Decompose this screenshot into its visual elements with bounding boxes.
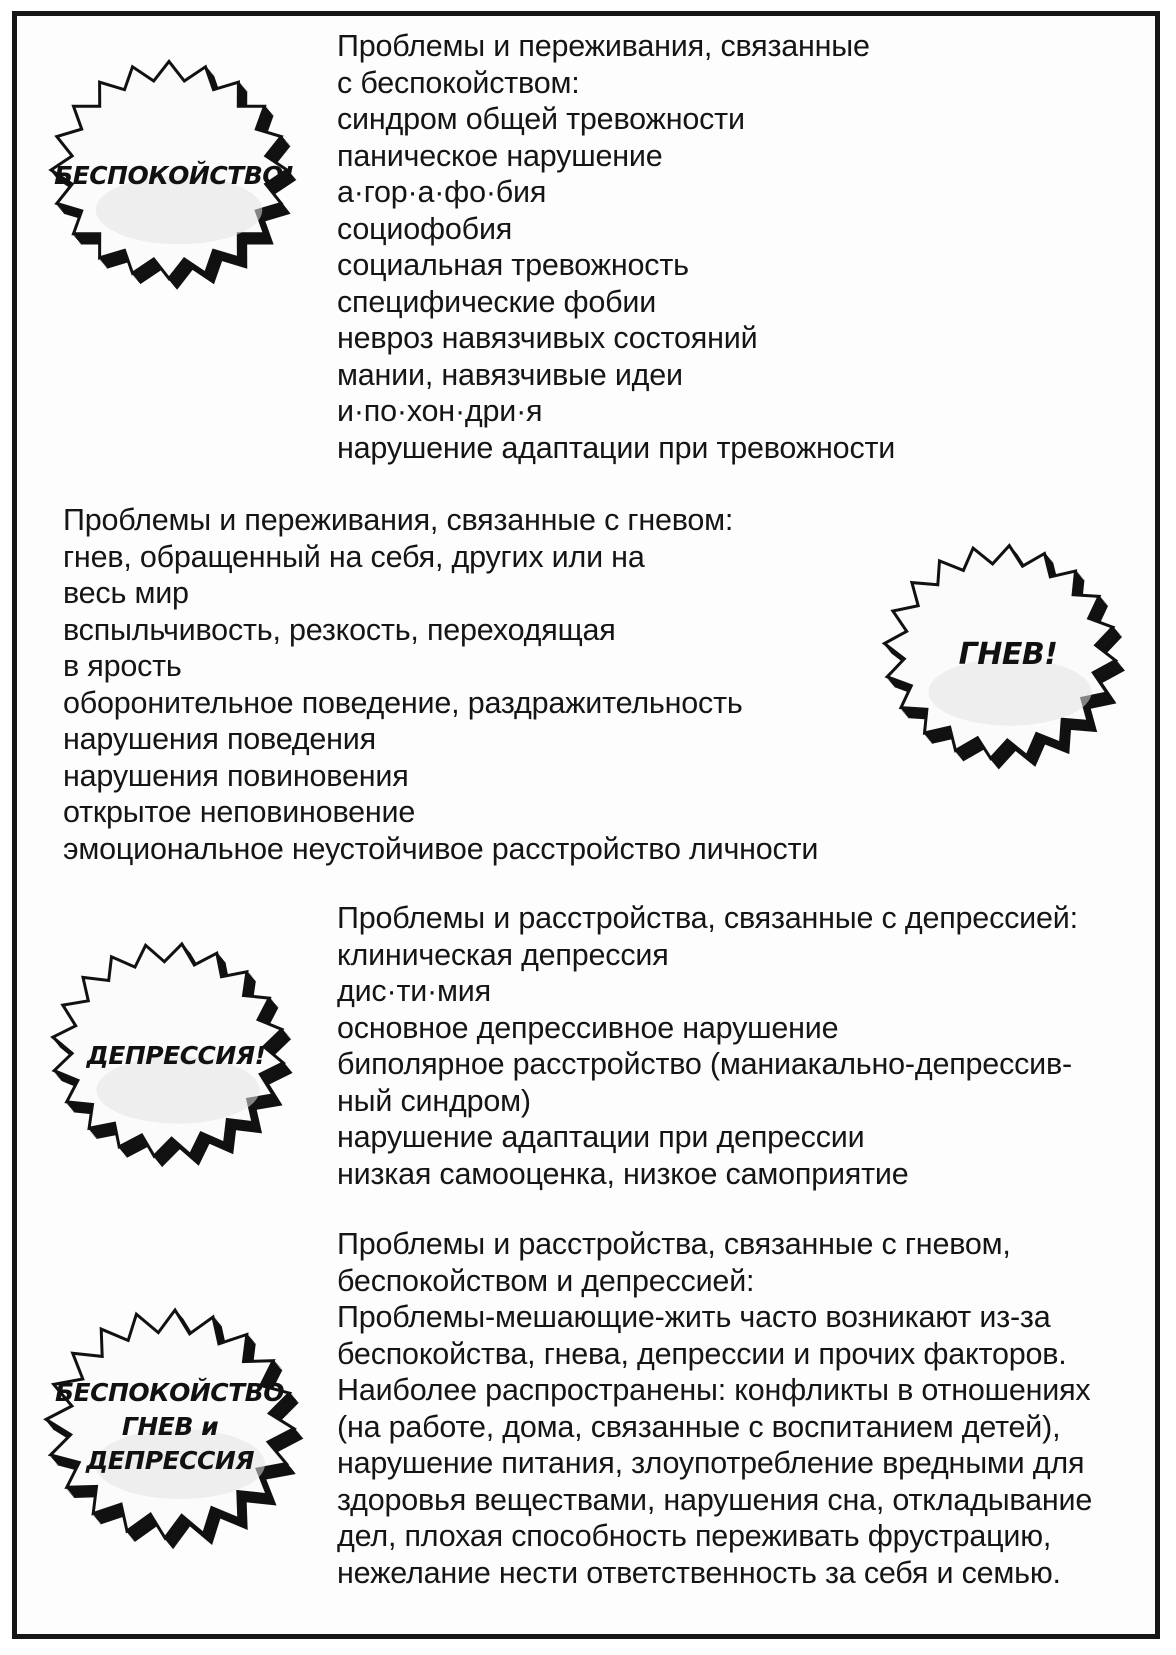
depression-burst-icon: [24, 920, 314, 1182]
burst-label-line: БЕСПОКОЙСТВО!: [54, 161, 294, 190]
list-line: оборонительное поведение, раздражительность: [63, 685, 743, 720]
burst-label-line: ДЕПРЕССИЯ!: [86, 1041, 266, 1070]
burst-graphic: [22, 42, 317, 302]
list-line: Проблемы-мешающие-жить часто возникают из-за: [337, 1300, 1051, 1334]
burst-label-line: ГНЕВ и: [121, 1412, 219, 1441]
depression-list: [337, 900, 1078, 1192]
list-line: биполярное расстройство (маниакально-депрессив-: [337, 1047, 1072, 1081]
anger-burst-icon: [858, 522, 1148, 784]
list-line: нарушения поведения: [63, 722, 376, 756]
burst-graphic: [24, 920, 314, 1182]
list-line: и·по·хон·дри·я: [337, 394, 543, 428]
list-line: вспыльчивость, резкость, переходящая: [63, 612, 616, 647]
list-line: нежелание нести ответственность за себя и семью.: [337, 1555, 1061, 1590]
list-line: социофобия: [337, 211, 513, 246]
list-line: дел, плохая способность переживать фрустрацию,: [337, 1519, 1052, 1553]
list-line: Проблемы и расстройства, связанные с гневом,: [337, 1227, 1011, 1261]
list-line: мании, навязчивые идеи: [337, 357, 683, 392]
burst-graphic: [24, 1288, 314, 1566]
list-line: гнев, обращенный на себя, других или на: [63, 539, 645, 574]
list-line: специфические фобии: [337, 284, 657, 319]
list-line: беспокойством и депрессией:: [337, 1263, 755, 1298]
anger-list: [63, 502, 818, 867]
list-line: основное депрессивное нарушение: [337, 1010, 839, 1045]
list-line: открытое неповиновение: [63, 795, 416, 829]
list-line: Проблемы и расстройства, связанные с депрессией:: [337, 901, 1078, 935]
list-line: с беспокойством:: [337, 65, 580, 100]
anxiety-burst-icon: [22, 42, 317, 302]
list-line: а·гор·а·фо·бия: [337, 175, 547, 209]
anxiety-list: [337, 28, 895, 466]
list-line: ный синдром): [337, 1083, 531, 1118]
list-line: паническое нарушение: [337, 138, 663, 173]
list-line: весь мир: [63, 576, 189, 610]
list-line: эмоциональное неустойчивое расстройство личности: [63, 831, 819, 866]
burst-label-line: БЕСПОКОЙСТВО,: [55, 1378, 293, 1407]
list-line: социальная тревожность: [337, 248, 689, 282]
list-line: нарушения повиновения: [63, 758, 409, 793]
list-line: дис·ти·мия: [337, 974, 491, 1008]
combined-list: [337, 1226, 1092, 1591]
list-line: беспокойства, гнева, депрессии и прочих факторов.: [337, 1336, 1067, 1371]
list-line: нарушение питания, злоупотребление вредными для: [337, 1446, 1085, 1480]
list-line: Проблемы и переживания, связанные с гневом:: [63, 503, 734, 537]
list-line: нарушение адаптации при тревожности: [337, 430, 896, 465]
burst-graphic: [858, 522, 1148, 784]
list-line: низкая самооценка, низкое самоприятие: [337, 1156, 909, 1191]
list-line: в ярость: [63, 649, 182, 683]
list-line: Проблемы и переживания, связанные: [337, 29, 870, 63]
combined-burst-icon: [24, 1288, 314, 1566]
list-line: (на работе, дома, связанные с воспитанием детей),: [337, 1409, 1061, 1444]
burst-label-line: ГНЕВ!: [958, 637, 1058, 672]
list-line: синдром общей тревожности: [337, 102, 745, 136]
burst-label-line: ДЕПРЕССИЯ: [85, 1446, 255, 1475]
list-line: клиническая депрессия: [337, 937, 669, 972]
list-line: Наиболее распространены: конфликты в отношениях: [337, 1373, 1091, 1407]
list-line: невроз навязчивых состояний: [337, 321, 758, 355]
list-line: здоровья веществами, нарушения сна, откладывание: [337, 1482, 1093, 1517]
list-line: нарушение адаптации при депрессии: [337, 1120, 865, 1154]
